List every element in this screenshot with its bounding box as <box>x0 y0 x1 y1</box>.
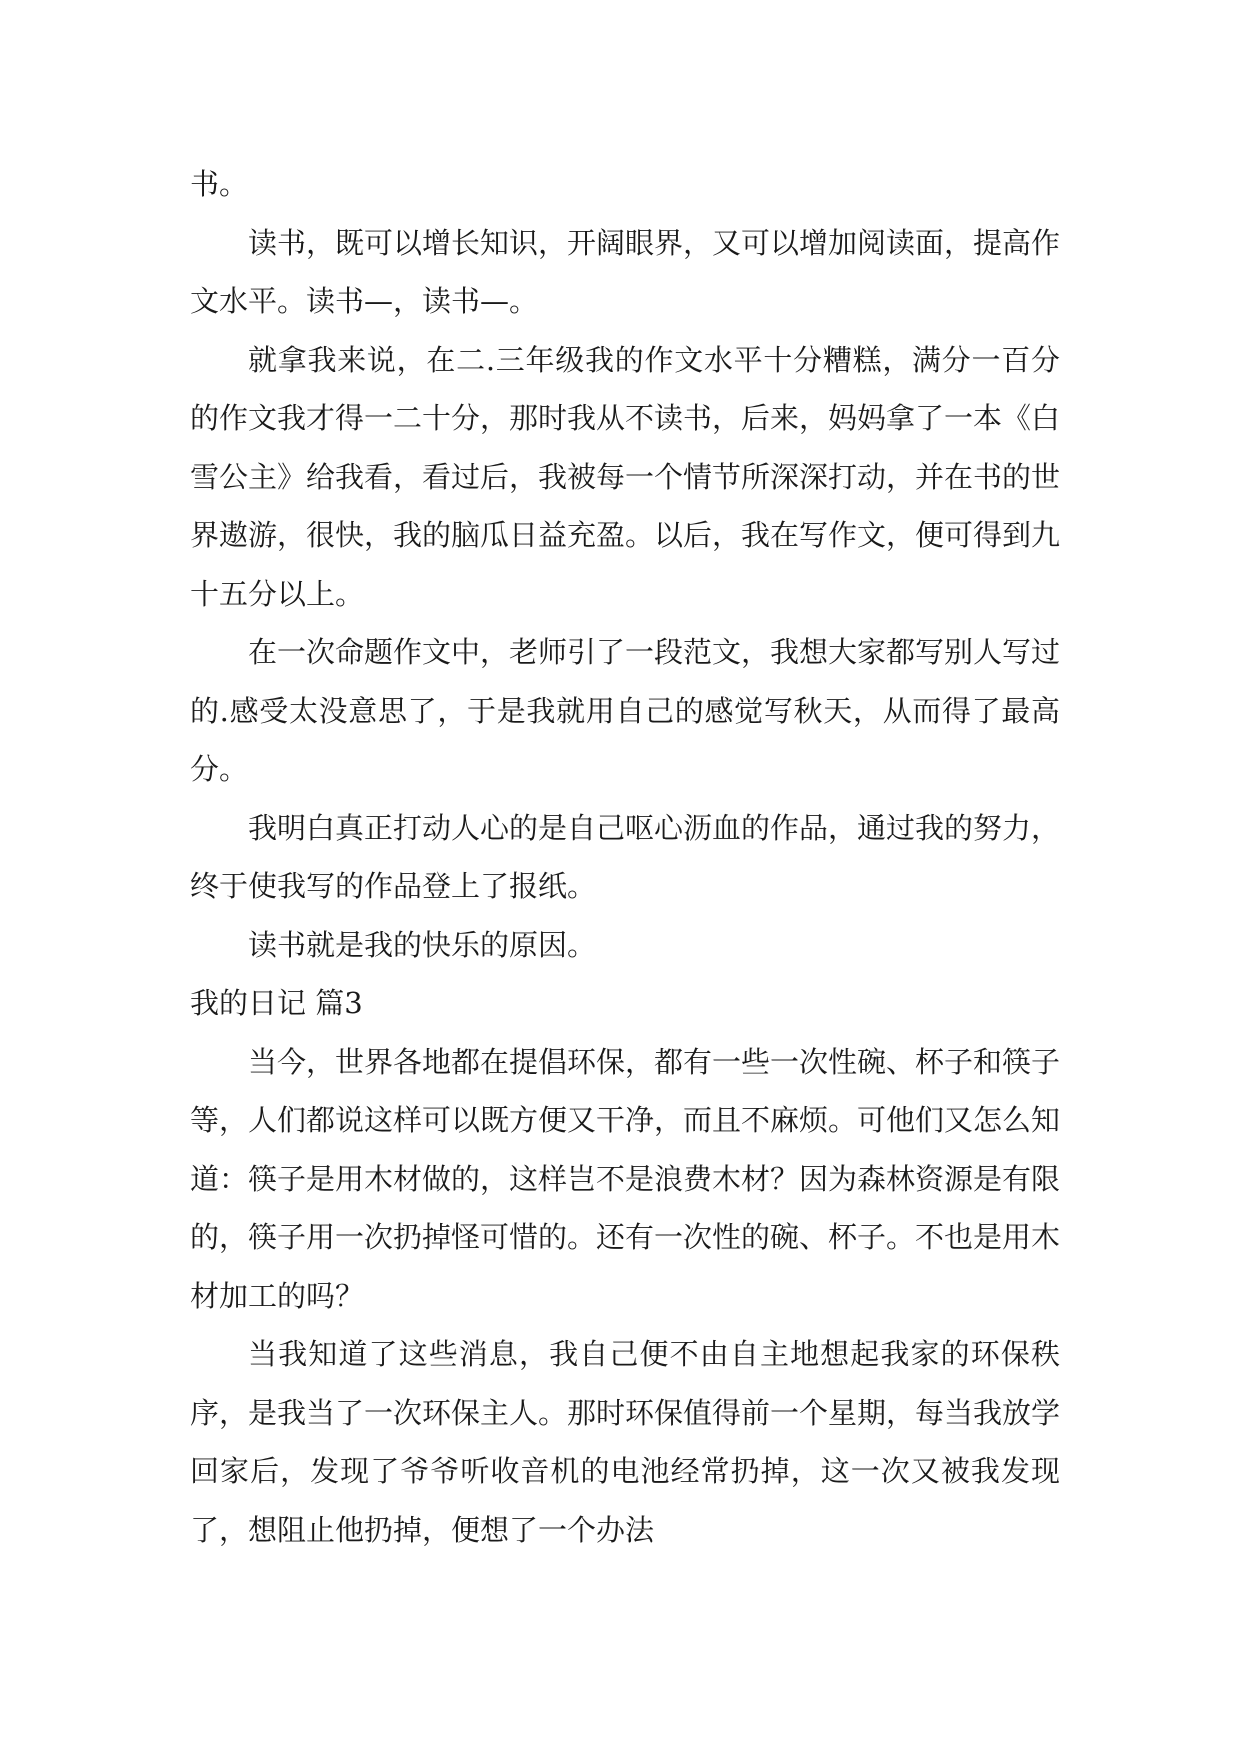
paragraph-4: 在一次命题作文中，老师引了一段范文，我想大家都写别人写过的.感受太没意思了，于是我就用自己的感觉写秋天，从而得了最高分。 <box>190 635 1061 786</box>
document-body <box>190 155 1060 1559</box>
section-heading: 我的日记 篇3 <box>190 986 363 1020</box>
paragraph-7: 当今，世界各地都在提倡环保，都有一些一次性碗、杯子和筷子等，人们都说这样可以既方便又干净，而且不麻烦。可他们又怎么知道：筷子是用木材做的，这样岂不是浪费木材？因为森林资源是有限的，筷子用一次扔掉怪可惜的。还有一次性的碗、杯子。不也是用木材加工的吗？ <box>190 1044 1061 1313</box>
paragraph-8: 当我知道了这些消息，我自己便不由自主地想起我家的环保秩序，是我当了一次环保主人。那时环保值得前一个星期，每当我放学回家后，发现了爷爷听收音机的电池经常扔掉，这一次又被我发现了，想阻止他扔掉，便想了一个办法 <box>190 1337 1061 1547</box>
paragraph-3: 就拿我来说，在二.三年级我的作文水平十分糟糕，满分一百分的作文我才得一二十分，那时我从不读书，后来，妈妈拿了一本《白雪公主》给我看，看过后，我被每一个情节所深深打动，并在书的世界遨游，很快，我的脑瓜日益充盈。以后，我在写作文，便可得到九十五分以上。 <box>190 342 1061 611</box>
paragraph-2: 读书，既可以增长知识，开阔眼界，又可以增加阅读面，提高作文水平。读书—，读书—。 <box>190 225 1061 318</box>
paragraph-6: 读书就是我的快乐的原因。 <box>248 927 597 962</box>
paragraph-1: 书。 <box>190 167 249 201</box>
paragraph-5: 我明白真正打动人心的是自己呕心沥血的作品，通过我的努力，终于使我写的作品登上了报纸。 <box>190 810 1061 903</box>
